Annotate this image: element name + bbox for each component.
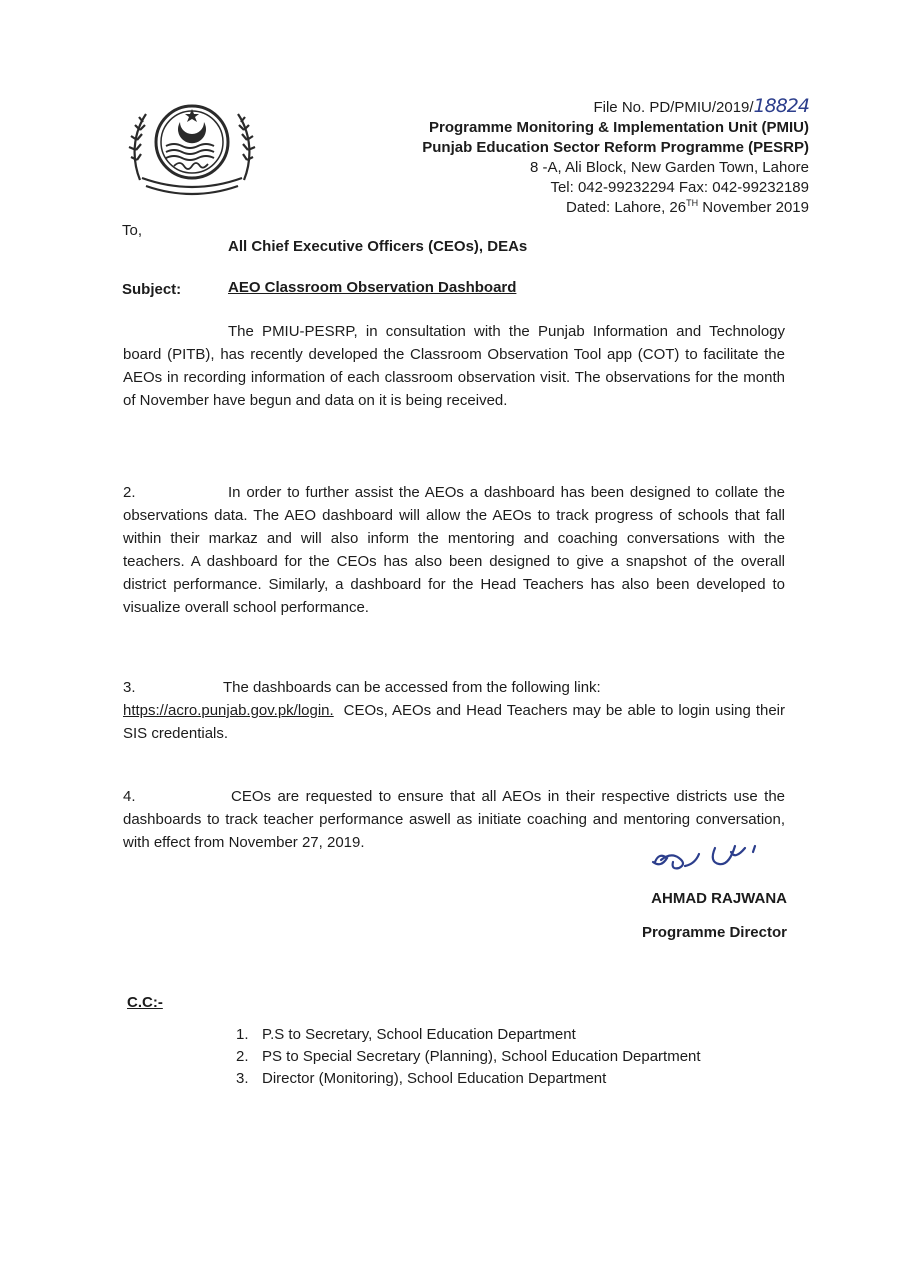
handwritten-file-number: 18824 [753, 95, 809, 117]
paragraph-text: In order to further assist the AEOs a dashboard has been designed to collate the observations data. The AEO dashboard will allow the AEOs to track progress of schools that fall within their markaz and will also inform the mentoring and coaching conversations with the teachers. A dashboard for the CEOs has also been designed to give a snapshot of the overall district performance. Similarly, a dashboard for the Head Teachers has also been developed to visualize overall school performance. [123, 484, 785, 616]
subject-label: Subject: [122, 281, 182, 298]
paragraph-text: The dashboards can be accessed from the following link: [223, 679, 601, 696]
to-label: To, [122, 222, 143, 239]
paragraph-number: 4. [123, 788, 136, 805]
paragraph-number: 2. [123, 484, 136, 501]
paragraph-2 [123, 481, 785, 619]
cc-item: 1. P.S to Secretary, School Education Department [236, 1026, 576, 1043]
address: 8 -A, Ali Block, New Garden Town, Lahore [529, 159, 809, 176]
org-name: Programme Monitoring & Implementation Unit (PMIU) [428, 119, 809, 136]
letter-date: Dated: Lahore, 26TH November 2019 [566, 198, 809, 216]
paragraph-text: CEOs are requested to ensure that all AEOs in their respective districts use the dashboards to track teacher performance aswell as initiate coaching and mentoring conversation, with effect from November 27, 2019. [123, 788, 785, 851]
signatory-name: AHMAD RAJWANA [651, 890, 787, 907]
cc-item: 3. Director (Monitoring), School Education Department [236, 1070, 607, 1087]
subject-text: AEO Classroom Observation Dashboard [228, 279, 517, 296]
letterhead [289, 96, 809, 218]
addressee: All Chief Executive Officers (CEOs), DEAs [228, 238, 528, 255]
handwritten-signature-icon [645, 838, 785, 878]
government-of-punjab-emblem-icon [122, 100, 262, 200]
cc-list [236, 1024, 701, 1090]
contact-info: Tel: 042-99232294 Fax: 042-99232189 [550, 179, 809, 196]
cc-label: C.C:- [127, 994, 163, 1011]
paragraph-1: The PMIU-PESRP, in consultation with the Punjab Information and Technology board (PITB), has recently developed the Classroom Observation Tool app (COT) to facilitate the AEOs in recording information of each classroom observation visit. The observations for the month of November have begun and data on it is being received. [123, 323, 785, 409]
paragraph-3 [123, 676, 785, 745]
dashboard-link[interactable]: https://acro.punjab.gov.pk/login. [123, 702, 334, 719]
paragraph-text-continued: CEOs, AEOs and Head Teachers may be able to login using their SIS credentials. [123, 702, 785, 742]
paragraph-number: 3. [123, 679, 136, 696]
file-number: File No. PD/PMIU/2019/18824 [593, 95, 809, 117]
signatory-title: Programme Director [641, 924, 787, 941]
programme-name: Punjab Education Sector Reform Programme (PESRP) [422, 139, 809, 156]
cc-item: 2. PS to Special Secretary (Planning), School Education Department [236, 1048, 701, 1065]
